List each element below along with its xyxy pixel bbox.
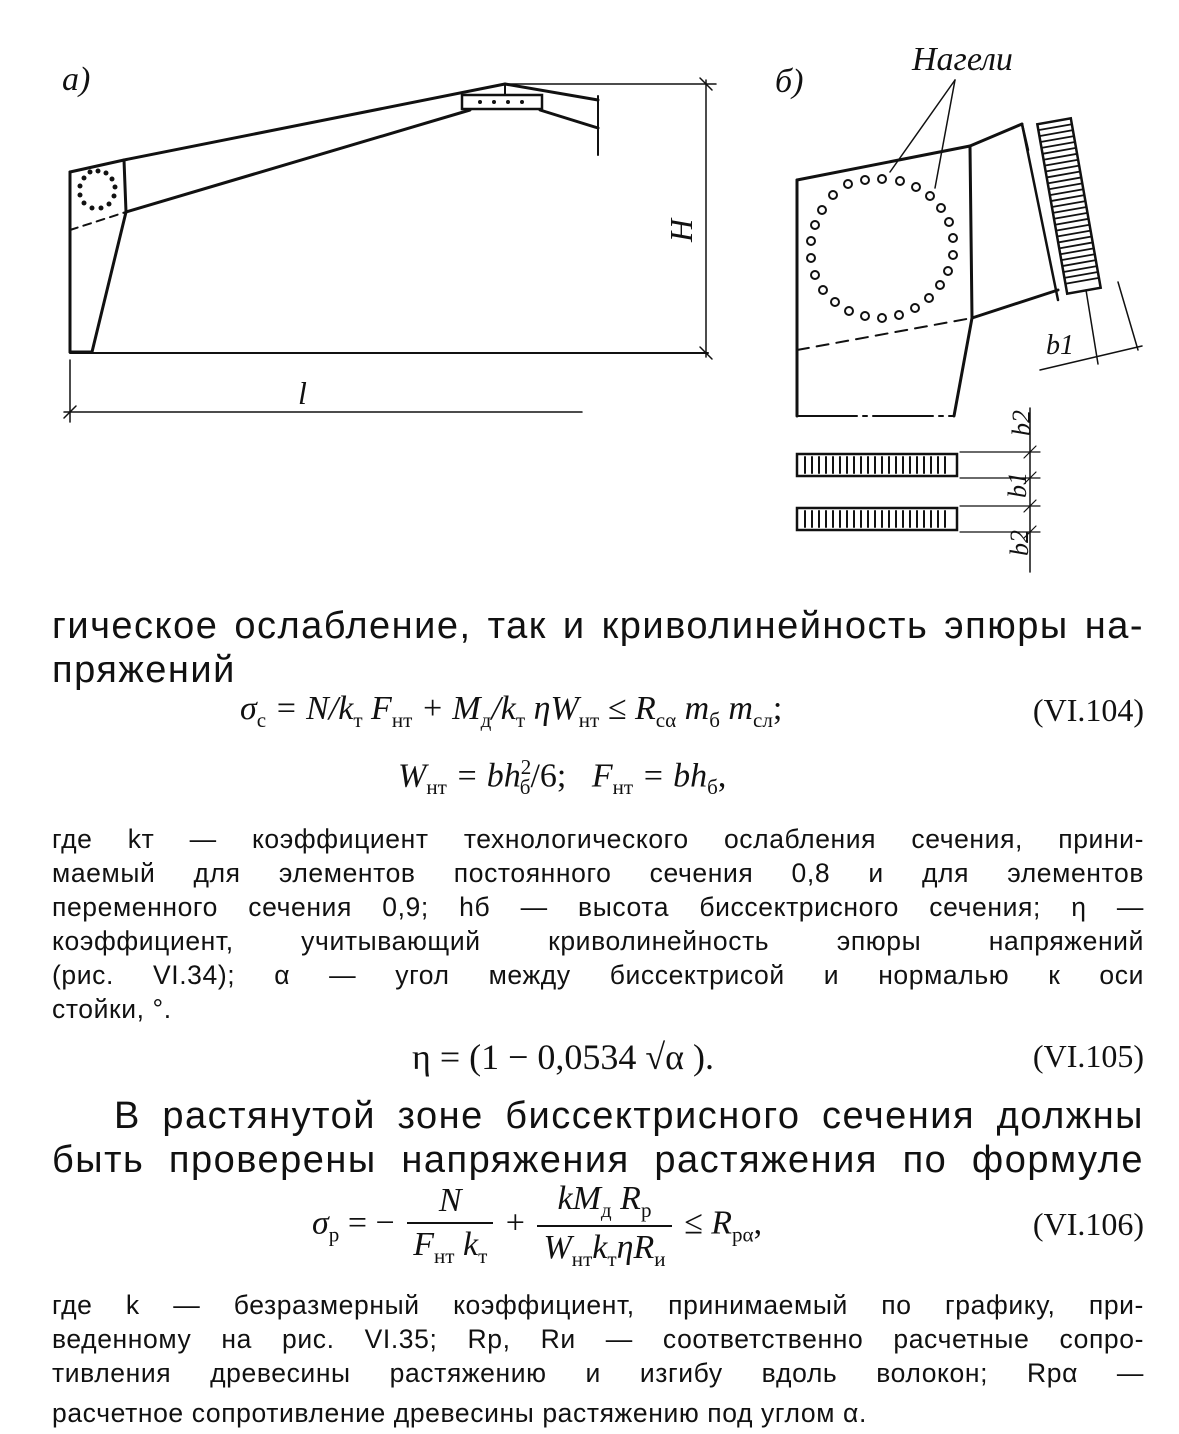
formula-vi-106: $\sigma_р$ = − $\frac{N}{F_{нт} k_т}$ + $\frac{kM_д R_р}{W_{нт}k_т\eta R_и}$ ≤ $R_{р\alpha}$,: [312, 1180, 763, 1271]
dowels-callout-label: Нагели: [912, 41, 1013, 78]
formula-vi-104: $\sigma_с = N/k_т$ $F_{нт} + M_д/k_т$ $\eta W_{нт} \le R_{c\alpha}$ $m_б$ $m_{сл}$;: [240, 690, 783, 732]
dimension-label-b1-diagonal: b1: [1046, 330, 1074, 361]
plank-hatch: [1038, 124, 1099, 284]
paragraph-tension-check: [52, 1094, 1144, 1182]
definitions2-line-4: расчетное сопротивление древесины растяжению под углом α.: [52, 1398, 867, 1428]
paragraph-tension-line-1: В растянутой зоне биссектрисного сечения должны: [114, 1095, 1144, 1137]
equation-number-vi-106: (VI.106): [1032, 1206, 1144, 1242]
paragraph-definitions-2: [52, 1288, 1144, 1430]
paragraph-tension-line-2: быть проверены напряжения растяжения по формуле: [52, 1139, 1144, 1181]
section-hatch: [805, 457, 945, 527]
dimension-label-b1-middle: b1: [1003, 472, 1032, 498]
paragraph-intro: [52, 604, 1144, 692]
definitions-line-2: маемый для элементов постоянного сечения 0,8 и для элементов: [52, 858, 1144, 888]
formula-vi-105: η = (1 − 0,0534 √α ).: [412, 1037, 715, 1077]
figure-frame-drawings: [0, 0, 1179, 590]
definitions-line-3: переменного сечения 0,9; hб — высота биссектрисного сечения; η —: [52, 892, 1144, 922]
dimension-label-l: l: [298, 375, 307, 411]
drawing-a-frame: [64, 78, 716, 422]
definitions2-line-1: где k — безразмерный коэффициент, принимаемый по графику, при-: [52, 1290, 1144, 1320]
drawing-b-knee: [797, 80, 1142, 572]
definitions-line-4: коэффициент, учитывающий криволинейность эпюры напряжений: [52, 926, 1144, 956]
equation-number-vi-105: (VI.105): [1032, 1038, 1144, 1074]
definitions2-line-3: тивления древесины растяжению и изгибу вдоль волокон; Rрα —: [52, 1358, 1144, 1388]
ridge-plate-bolts: [478, 100, 524, 104]
dowel-circle-b: [807, 175, 957, 322]
dimension-label-H: H: [663, 218, 699, 242]
definitions-line-6: стойки, °.: [52, 994, 172, 1024]
dimension-label-b2-bottom: b2: [1005, 530, 1034, 556]
dowel-circle-a: [78, 169, 118, 211]
paragraph-intro-line-1: гическое ослабление, так и криволинейность эпюры на-: [52, 605, 1144, 647]
definitions2-line-2: веденному на рис. VI.35; Rр, Rи — соответственно расчетные сопро-: [52, 1324, 1144, 1354]
paragraph-intro-line-2: пряжений: [52, 649, 236, 691]
figure-label-a: а): [62, 61, 91, 98]
equation-number-vi-104: (VI.104): [1032, 692, 1144, 728]
definitions-line-5: (рис. VI.34); α — угол между биссектрисой и нормалью к оси: [52, 960, 1144, 990]
definitions-line-1: где kт — коэффициент технологического ослабления сечения, прини-: [52, 824, 1144, 854]
dimension-label-b2-top: b2: [1007, 410, 1036, 436]
fraction-2: $\frac{kM_д R_р}{W_{нт}k_т\eta R_и}$: [537, 1180, 671, 1272]
figure-label-b: б): [775, 63, 804, 100]
paragraph-definitions-1: [52, 822, 1144, 1026]
fraction-1: $\frac{N}{F_{нт} k_т}$: [407, 1182, 493, 1269]
formula-section-properties: $W_{нт} = bh^2_б/6$; $F_{нт} = bh_б$,: [398, 755, 727, 800]
